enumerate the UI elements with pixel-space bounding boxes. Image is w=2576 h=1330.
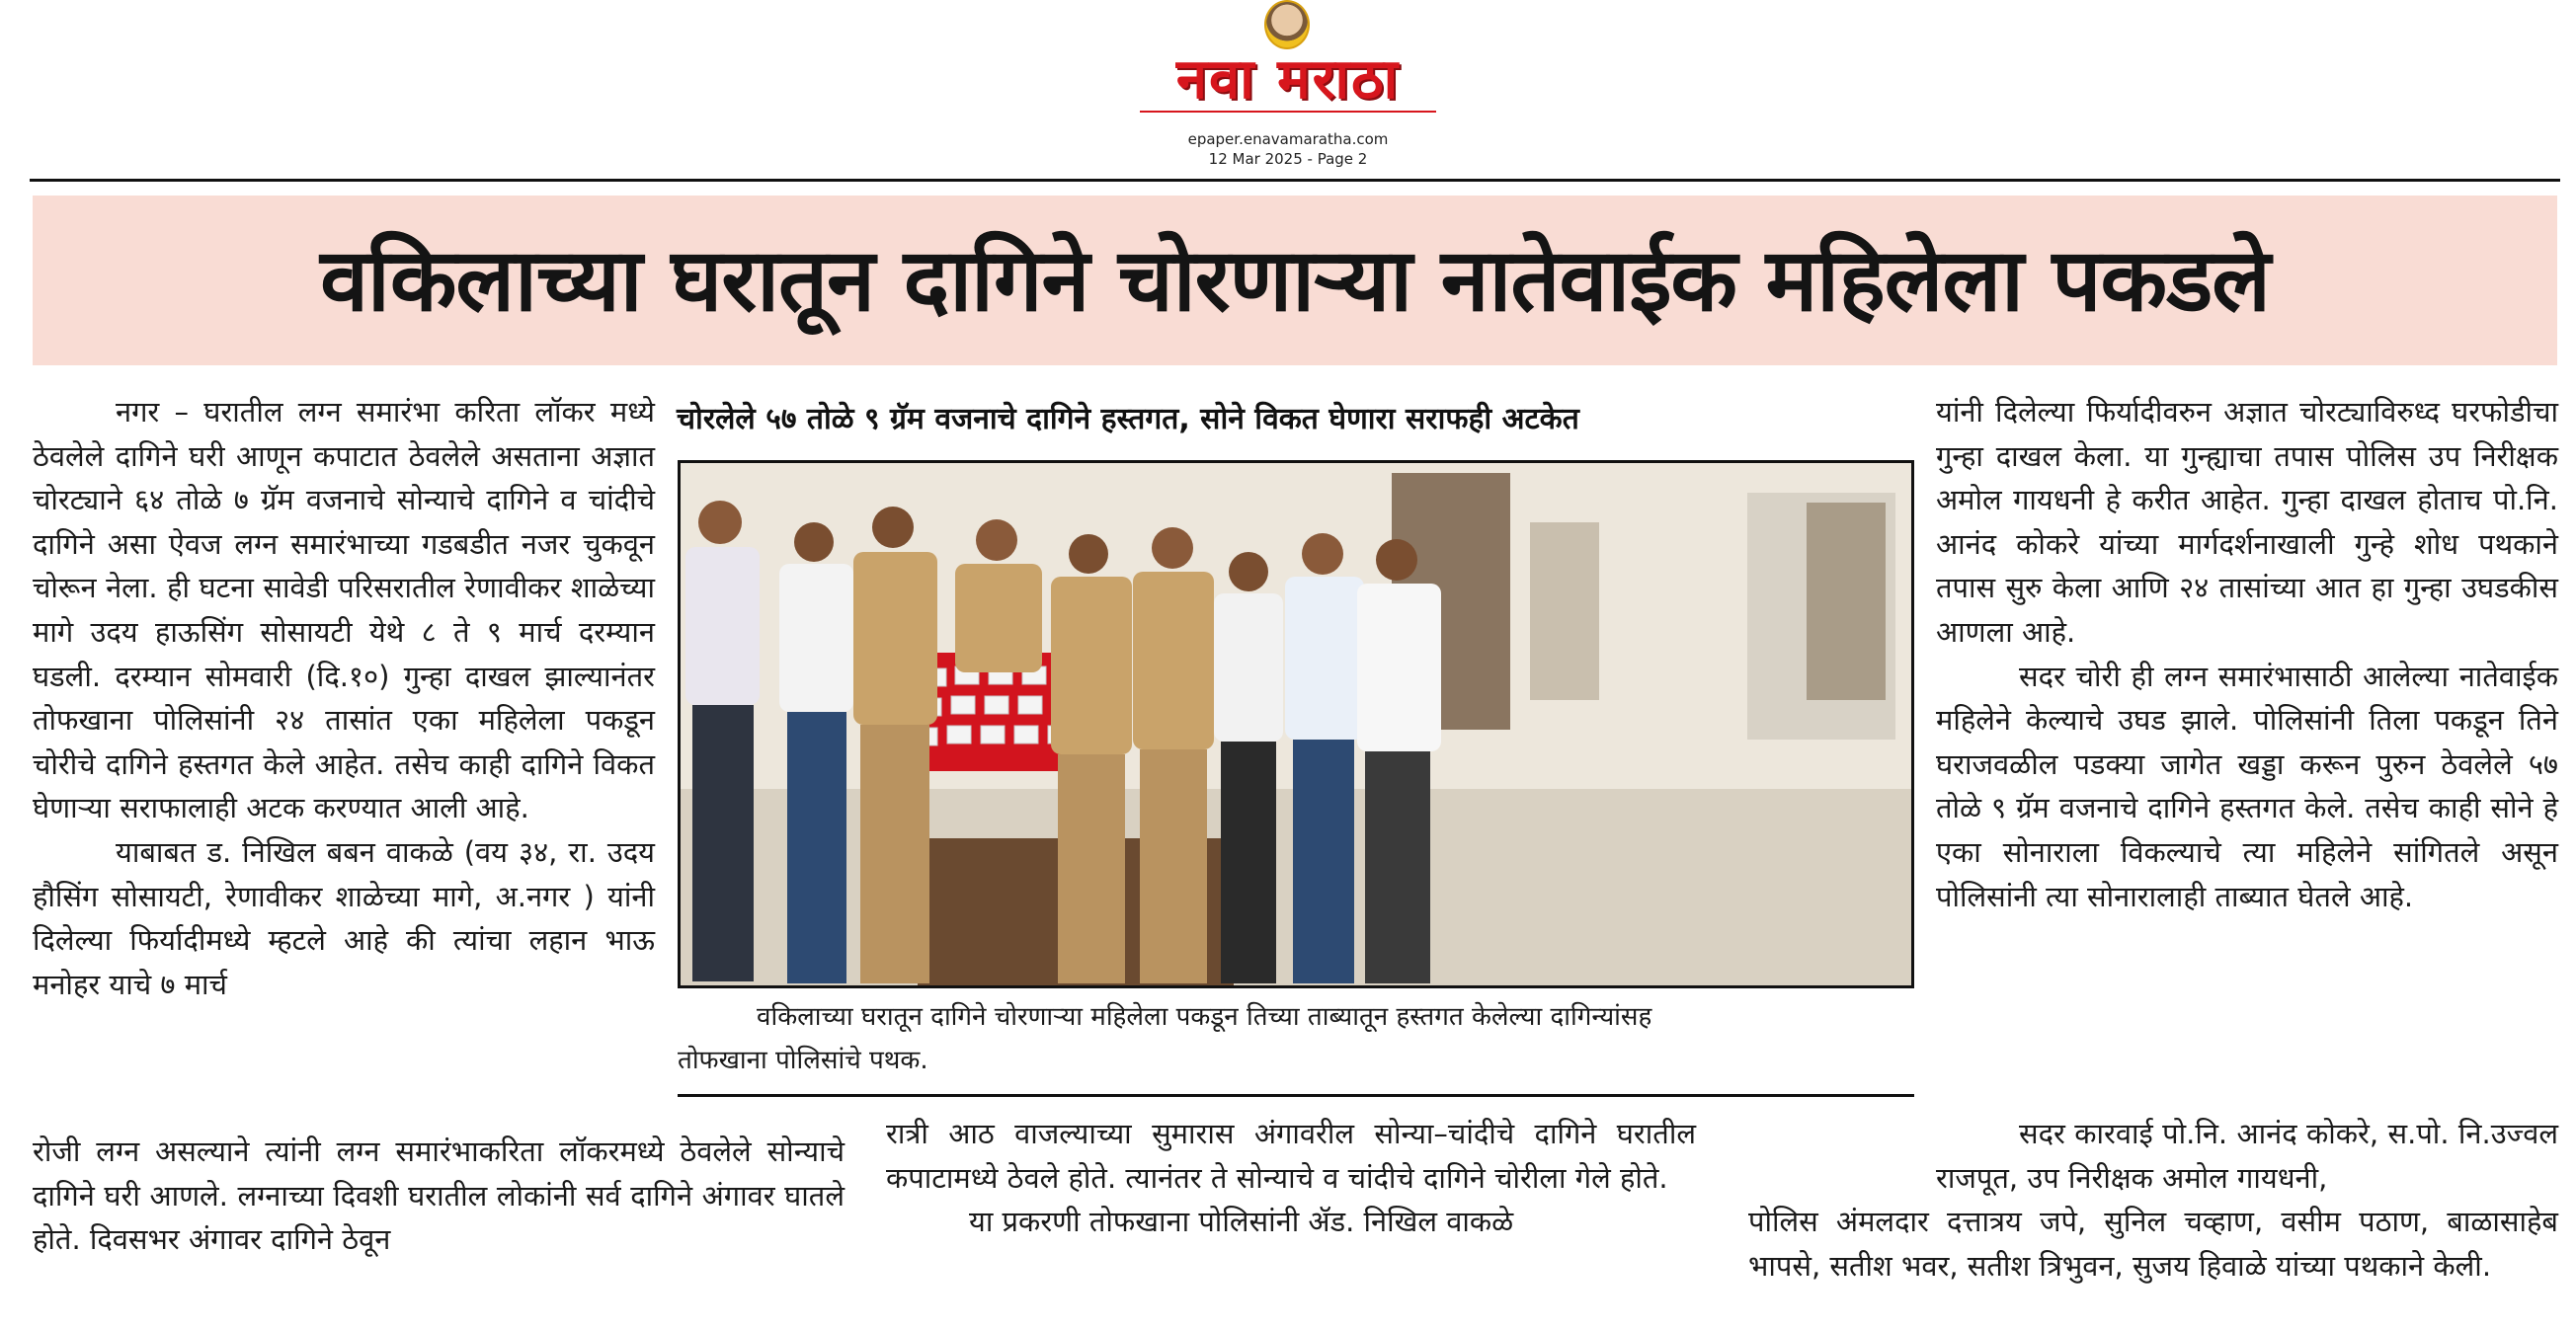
caption-line: तोफखाना पोलिसांचे पथक. — [678, 1046, 928, 1075]
epaper-url: epaper.enavamaratha.com — [1187, 130, 1389, 148]
article-paragraph: याबाबत ड. निखिल बबन वाकळे (वय ३४, रा. उदय हौसिंग सोसायटी, रेणावीकर शाळेच्या मागे, अ.नगर ) यांनी दिलेल्या फिर्यादीमध्ये म्हटले आहे की त्यांचा लहान भाऊ मनोहर याचे ७ मार्च — [33, 834, 655, 1001]
article-paragraph: यांनी दिलेल्या फिर्यादीवरुन अज्ञात चोरट्याविरुध्द घरफोडीचा गुन्हा दाखल केला. या गुन्ह्याचा तपास पोलिस उप निरीक्षक अमोल गायधनी हे करीत आहेत. गुन्हा दाखल होताच पो.नि. आनंद कोकरे यांच्या मार्गदर्शनाखाली गुन्हे शोध पथकाने तपास सुरु केला आणि २४ तासांच्या आत हा गुन्हा उघडकीस आणला आहे. — [1936, 395, 2558, 649]
masthead — [1087, 0, 1489, 173]
article-paragraph: सदर चोरी ही लग्न समारंभासाठी आलेल्या नातेवाईक महिलेने केल्याचे उघड झाले. पोलिसांनी तिला पकडून तिने घराजवळील पडक्या जागेत खड्डा करून पुरुन ठेवलेले ५७ तोळे ९ ग्रॅम वजनाचे दागिने हस्तगत केले. तसेच काही सोने हे एका सोनाराला विकल्याचे त्या महिलेने सांगितले असून पोलिसांनी त्या सोनारालाही ताब्यात घेतले आहे. — [1936, 659, 2558, 913]
newspaper-logo — [1140, 0, 1436, 126]
masthead-divider — [30, 179, 2560, 182]
article-column-left-bottom — [33, 1130, 845, 1262]
article-column-left — [33, 390, 655, 1006]
article-paragraph: पोलिस अंमलदार दत्तात्रय जपे, सुनिल चव्हाण, वसीम पठाण, बाळासाहेब भापसे, सतीश भवर, सतीश त्रिभुवन, सुजय हिवाळे यांच्या पथकाने केली. — [1748, 1205, 2558, 1283]
headline-band — [33, 196, 2557, 365]
article-column-right-bottom — [1748, 1200, 2558, 1288]
caption-line: वकिलाच्या घरातून दागिने चोरणाऱ्या महिलेला पकडून तिच्या ताब्यातून हस्तगत केलेल्या दागिन्यांसह — [757, 1002, 1652, 1032]
article-paragraph: सदर कारवाई पो.नि. आनंद कोकरे, स.पो. नि.उज्वल राजपूत, उप निरीक्षक अमोल गायधनी, — [1936, 1117, 2558, 1195]
police-team-photo — [678, 460, 1914, 988]
founder-portrait-icon — [1264, 0, 1310, 49]
brand-wordmark: नवा मराठा — [1175, 47, 1401, 112]
photo-illustration — [681, 463, 1911, 985]
article-subheadline: चोरलेले ५७ तोळे ९ ग्रॅम वजनाचे दागिने हस्तगत, सोने विकत घेणारा सराफही अटकेत — [677, 402, 1579, 436]
article-paragraph: या प्रकरणी तोफखाना पोलिसांनी ॲड. निखिल वाकळे — [969, 1205, 1514, 1239]
article-paragraph: रात्री आठ वाजल्याच्या सुमारास अंगावरील सोन्या–चांदीचे दागिने घरातील कपाटामध्ये ठेवले होते. त्यानंतर ते सोन्याचे व चांदीचे दागिने चोरीला गेले होते. — [886, 1117, 1696, 1195]
article-paragraph: रोजी लग्न असल्याने त्यांनी लग्न समारंभाकरिता लॉकरमध्ये ठेवलेले सोन्याचे दागिने घरी आणले. लग्नाच्या दिवशी घरातील लोकांनी सर्व दागिने अंगावर घातले होते. दिवसभर अंगावर दागिने ठेवून — [33, 1134, 845, 1257]
logo-tagline-rule — [1140, 111, 1436, 124]
edition-dateline: 12 Mar 2025 - Page 2 — [1208, 150, 1368, 168]
article-paragraph: नगर – घरातील लग्न समारंभा करिता लॉकर मध्ये ठेवलेले दागिने घरी आणून कपाटात ठेवलेले असताना अज्ञात चोरट्याने ६४ तोळे ७ ग्रॅम वजनाचे सोन्याचे दागिने व चांदीचे दागिने असा ऐवज लग्न समारंभाच्या गडबडीत नजर चुकवून चोरून नेला. ही घटना सावेडी परिसरातील रेणावीकर शाळेच्या मागे उदय हाऊसिंग सोसायटी येथे ८ ते ९ मार्च दरम्यान घडली. दरम्यान सोमवारी (दि.१०) गुन्हा दाखल झाल्यानंतर तोफखाना पोलिसांनी २४ तासांत एका महिलेला पकडून चोरीचे दागिने हस्तगत केले आहेत. तसेच काही दागिने विकत घेणाऱ्या सराफालाही अटक करण्यात आली आहे. — [33, 395, 655, 825]
article-column-right — [1936, 390, 2558, 918]
article-headline: वकिलाच्या घरातून दागिने चोरणाऱ्या नातेवाईक महिलेला पकडले — [320, 229, 2270, 331]
photo-caption — [678, 995, 1914, 1082]
caption-divider — [678, 1094, 1914, 1097]
article-column-right-lower — [1936, 1112, 2558, 1200]
article-column-middle — [886, 1112, 1696, 1244]
